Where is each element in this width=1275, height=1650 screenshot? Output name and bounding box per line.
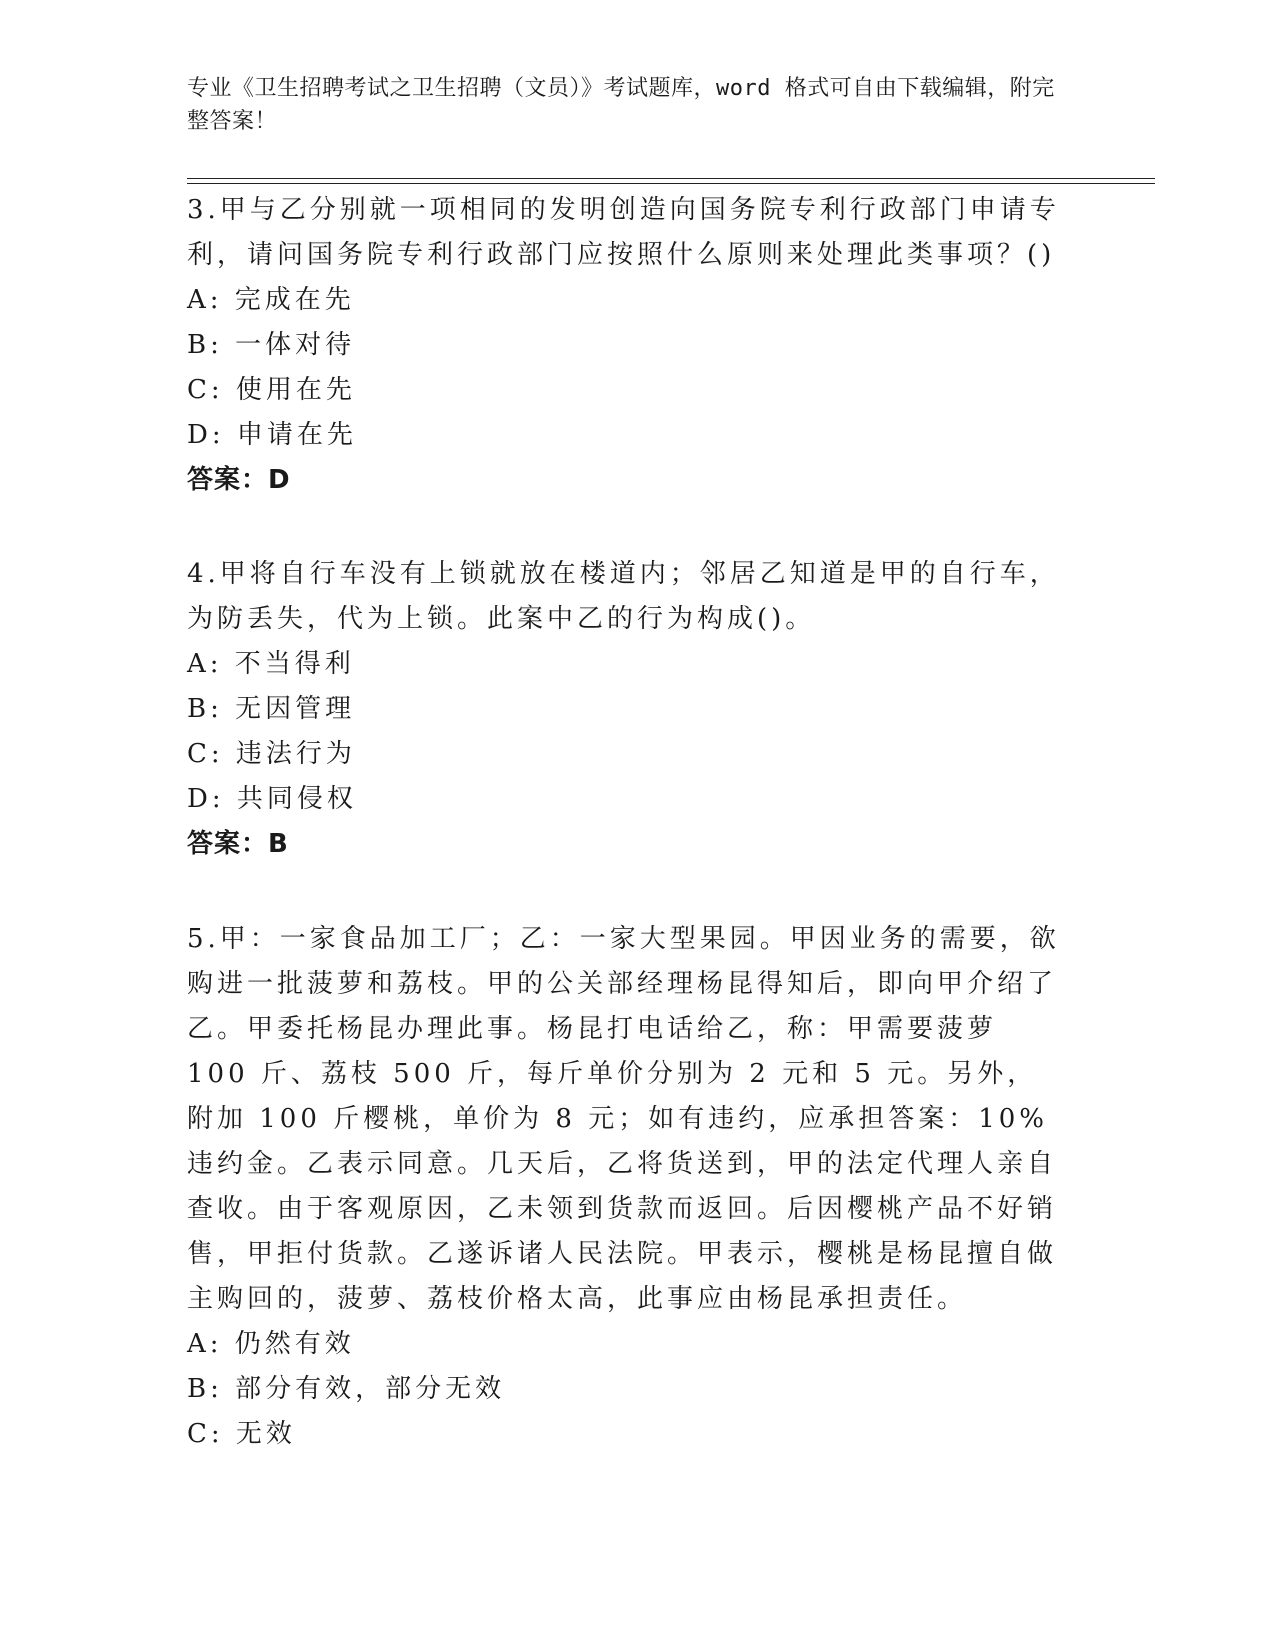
- answer-line: 答案：B: [187, 829, 289, 859]
- document-header: 专业《卫生招聘考试之卫生招聘（文员）》考试题库，word 格式可自由下载编辑，附完整答案！: [187, 76, 1055, 134]
- option-c: C: 违法行为: [187, 739, 356, 769]
- question-stem: 4.甲将自行车没有上锁就放在楼道内；邻居乙知道是甲的自行车，为防丢失，代为上锁。此案中乙的行为构成()。: [187, 559, 1060, 634]
- option-b: B: 一体对待: [187, 330, 356, 360]
- option-d: D: 申请在先: [187, 420, 357, 450]
- question-3: [187, 188, 1067, 503]
- option-c: C: 使用在先: [187, 375, 356, 405]
- question-4: [187, 552, 1067, 867]
- header-divider-bottom: [187, 183, 1155, 184]
- option-b: B: 无因管理: [187, 694, 356, 724]
- header-divider-top: [187, 178, 1155, 179]
- option-b: B: 部分有效，部分无效: [187, 1374, 506, 1404]
- option-a: A: 完成在先: [187, 285, 355, 315]
- option-d: D: 共同侵权: [187, 784, 357, 814]
- option-c: C: 无效: [187, 1419, 296, 1449]
- answer-line: 答案：D: [187, 465, 291, 495]
- option-a: A: 不当得利: [187, 649, 355, 679]
- question-stem: 5.甲：一家食品加工厂；乙：一家大型果园。甲因业务的需要，欲购进一批菠萝和荔枝。甲的公关部经理杨昆得知后，即向甲介绍了乙。甲委托杨昆办理此事。杨昆打电话给乙，称：甲需要菠萝 100 斤、荔枝 500 斤，每斤单价分别为 2 元和 5 元。另外，附加 100 斤樱桃，单价为 8 元；如有违约，应承担答案：10%违约金。乙表示同意。几天后，乙将货送到，甲的法定代理人亲自查收。由于客观原因，乙未领到货款而返回。后因樱桃产品不好销售，甲拒付货款。乙遂诉诸人民法院。甲表示，樱桃是杨昆擅自做主购回的，菠萝、荔枝价格太高，此事应由杨昆承担责任。: [187, 924, 1060, 1314]
- option-a: A: 仍然有效: [187, 1329, 355, 1359]
- question-stem: 3.甲与乙分别就一项相同的发明创造向国务院专利行政部门申请专利，请问国务院专利行政部门应按照什么原则来处理此类事项？(): [187, 195, 1060, 270]
- question-5: [187, 917, 1067, 1457]
